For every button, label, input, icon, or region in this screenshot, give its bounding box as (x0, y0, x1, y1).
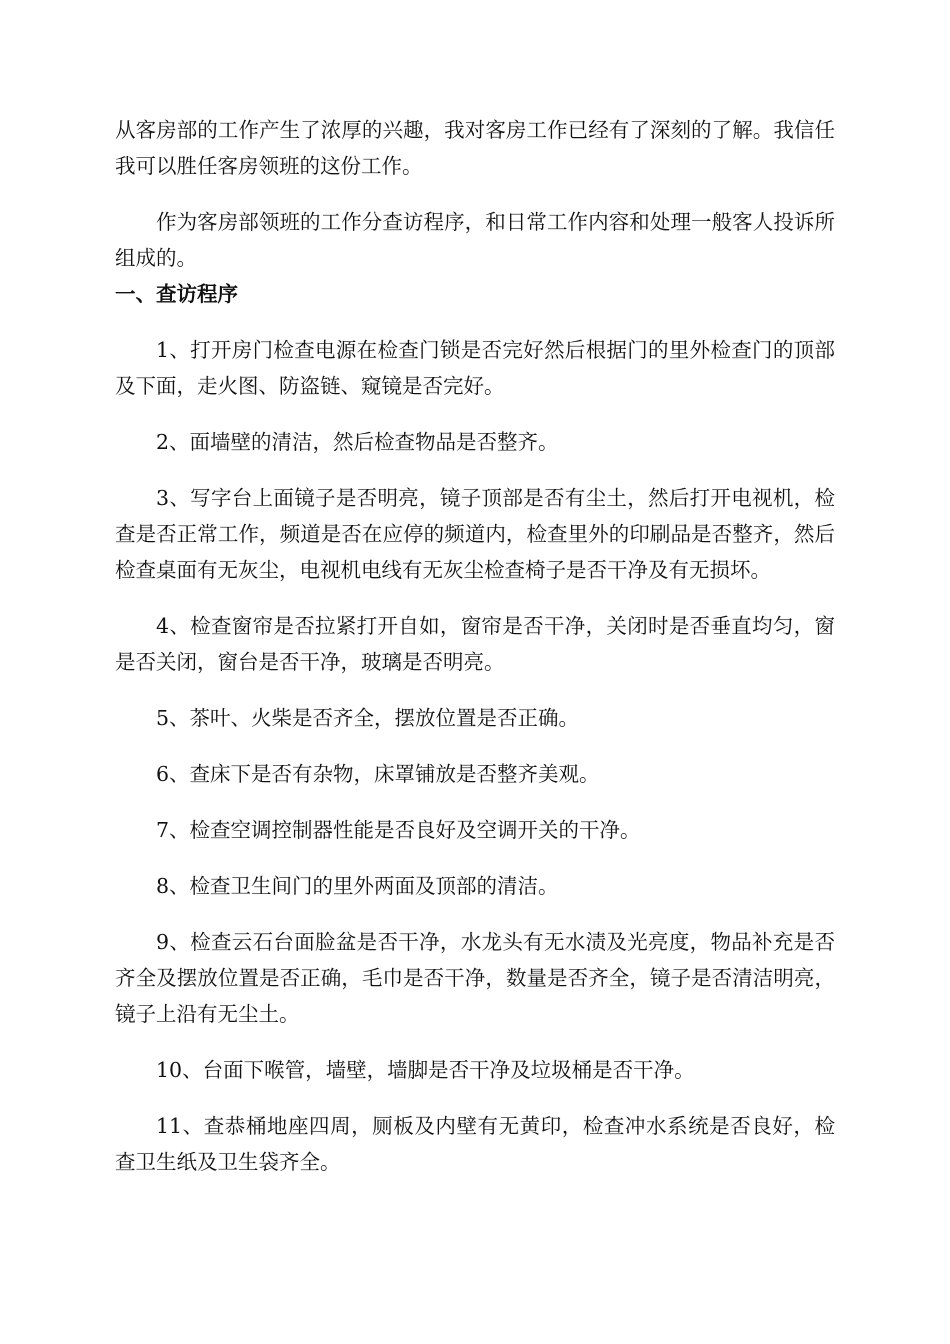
list-item: 4、检查窗帘是否拉紧打开自如，窗帘是否干净，关闭时是否垂直均匀，窗是否关闭，窗台是否干净，玻璃是否明亮。 (115, 614, 835, 674)
list-item: 2、面墙壁的清洁，然后检查物品是否整齐。 (156, 430, 559, 454)
section-heading: 一、查访程序 (115, 282, 238, 306)
list-item: 8、检查卫生间门的里外两面及顶部的清洁。 (156, 874, 559, 898)
list-item: 7、检查空调控制器性能是否良好及空调开关的干净。 (156, 818, 641, 842)
document-body (115, 112, 835, 1180)
list-item: 1、打开房门检查电源在检查门锁是否完好然后根据门的里外检查门的顶部及下面，走火图、防盗链、窥镜是否完好。 (115, 338, 835, 398)
list-item: 10、台面下喉管，墙壁，墙脚是否干净及垃圾桶是否干净。 (156, 1058, 695, 1082)
list-item: 5、茶叶、火柴是否齐全，摆放位置是否正确。 (156, 706, 580, 730)
list-item: 3、写字台上面镜子是否明亮，镜子顶部是否有尘土，然后打开电视机，检查是否正常工作，频道是否在应停的频道内，检查里外的印刷品是否整齐，然后检查桌面有无灰尘，电视机电线有无灰尘检查椅子是否干净及有无损坏。 (115, 486, 835, 582)
intro-paragraph-continued: 从客房部的工作产生了浓厚的兴趣，我对客房工作已经有了深刻的了解。我信任我可以胜任客房领班的这份工作。 (115, 118, 835, 178)
intro-paragraph: 作为客房部领班的工作分查访程序，和日常工作内容和处理一般客人投诉所组成的。 (115, 210, 835, 270)
list-item: 9、检查云石台面脸盆是否干净，水龙头有无水渍及光亮度，物品补充是否齐全及摆放位置是否正确，毛巾是否干净，数量是否齐全，镜子是否清洁明亮，镜子上沿有无尘土。 (115, 930, 835, 1026)
list-item: 11、查恭桶地座四周，厕板及内壁有无黄印，检查冲水系统是否良好，检查卫生纸及卫生袋齐全。 (115, 1114, 835, 1174)
list-item: 6、查床下是否有杂物，床罩铺放是否整齐美观。 (156, 762, 600, 786)
